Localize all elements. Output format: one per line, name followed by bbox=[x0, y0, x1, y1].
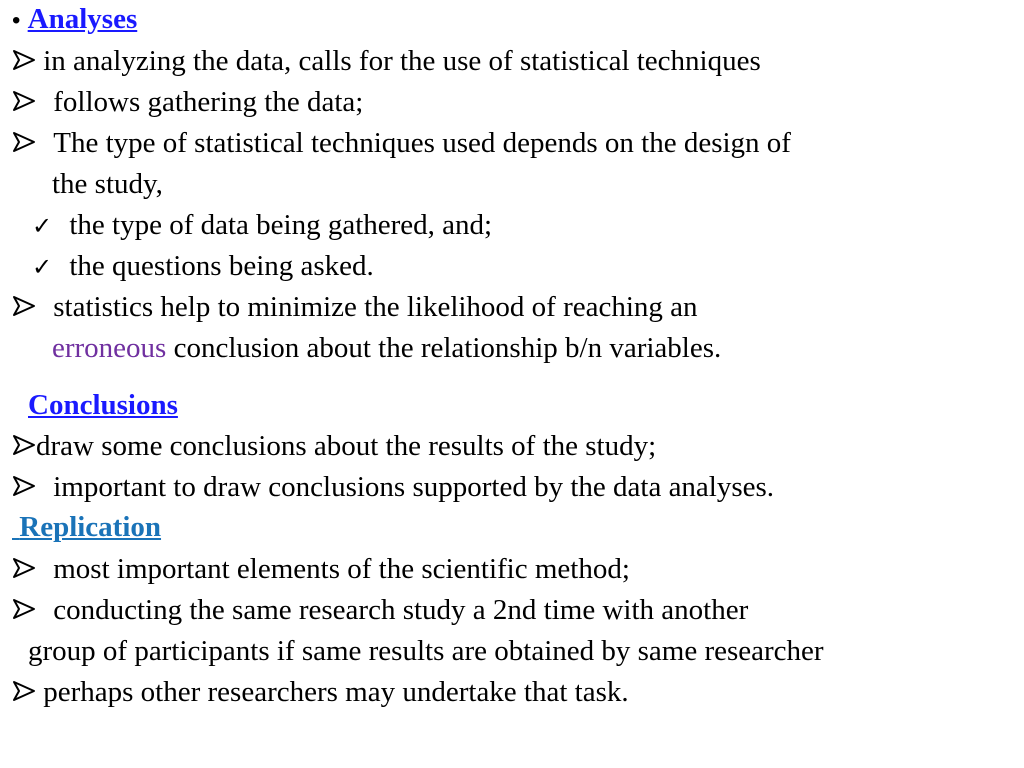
analyses-heading: Analyses bbox=[27, 3, 138, 35]
arrow-bullet-icon bbox=[12, 598, 36, 620]
analyses-bullet-3-line-2: the study, bbox=[52, 168, 163, 200]
list-item bbox=[12, 432, 656, 461]
list-item bbox=[12, 129, 791, 158]
checkmark-icon: ✓ bbox=[32, 212, 53, 240]
list-item bbox=[12, 555, 630, 584]
analyses-check-2: the questions being asked. bbox=[69, 250, 374, 282]
arrow-bullet-icon bbox=[12, 90, 36, 112]
analyses-bullet-4-rest: conclusion about the relationship b/n variables. bbox=[173, 332, 722, 364]
arrow-bullet-icon bbox=[12, 131, 36, 153]
conclusions-bullet-2: important to draw conclusions supported by the data analyses. bbox=[53, 471, 775, 503]
list-item bbox=[12, 88, 363, 117]
arrow-bullet-icon bbox=[12, 557, 36, 579]
analyses-bullet-1: in analyzing the data, calls for the use of statistical techniques bbox=[43, 45, 761, 77]
replication-heading-text: Replication bbox=[19, 511, 162, 543]
replication-bullet-1: most important elements of the scientific method; bbox=[53, 553, 630, 585]
analyses-bullet-3-line-1: The type of statistical techniques used depends on the design of bbox=[53, 127, 791, 159]
arrow-bullet-icon bbox=[12, 680, 36, 702]
list-item bbox=[32, 211, 492, 240]
list-item bbox=[12, 47, 761, 76]
bullet-dot-icon: • bbox=[12, 7, 21, 34]
arrow-bullet-icon bbox=[12, 49, 36, 71]
checkmark-icon: ✓ bbox=[32, 253, 53, 281]
analyses-check-1: the type of data being gathered, and; bbox=[69, 209, 493, 241]
list-item bbox=[12, 293, 698, 322]
analyses-bullet-4-line-2 bbox=[52, 334, 721, 363]
conclusions-heading: Conclusions bbox=[28, 389, 178, 421]
conclusions-bullet-1: draw some conclusions about the results of the study; bbox=[36, 430, 657, 462]
list-item bbox=[32, 252, 374, 281]
erroneous-highlight: erroneous bbox=[52, 332, 167, 364]
replication-bullet-2-line-2: group of participants if same results are obtained by same researcher bbox=[28, 635, 824, 667]
analyses-bullet-2: follows gathering the data; bbox=[53, 86, 364, 118]
list-item bbox=[12, 596, 748, 625]
analyses-heading-line bbox=[12, 5, 137, 34]
arrow-bullet-icon bbox=[12, 434, 36, 456]
replication-bullet-2-line-1: conducting the same research study a 2nd time with another bbox=[53, 594, 749, 626]
list-item bbox=[12, 678, 629, 707]
replication-heading bbox=[12, 513, 161, 542]
list-item bbox=[12, 473, 774, 502]
replication-bullet-3: perhaps other researchers may undertake that task. bbox=[43, 676, 629, 708]
analyses-bullet-4-line-1: statistics help to minimize the likelihood of reaching an bbox=[53, 291, 698, 323]
arrow-bullet-icon bbox=[12, 475, 36, 497]
arrow-bullet-icon bbox=[12, 295, 36, 317]
